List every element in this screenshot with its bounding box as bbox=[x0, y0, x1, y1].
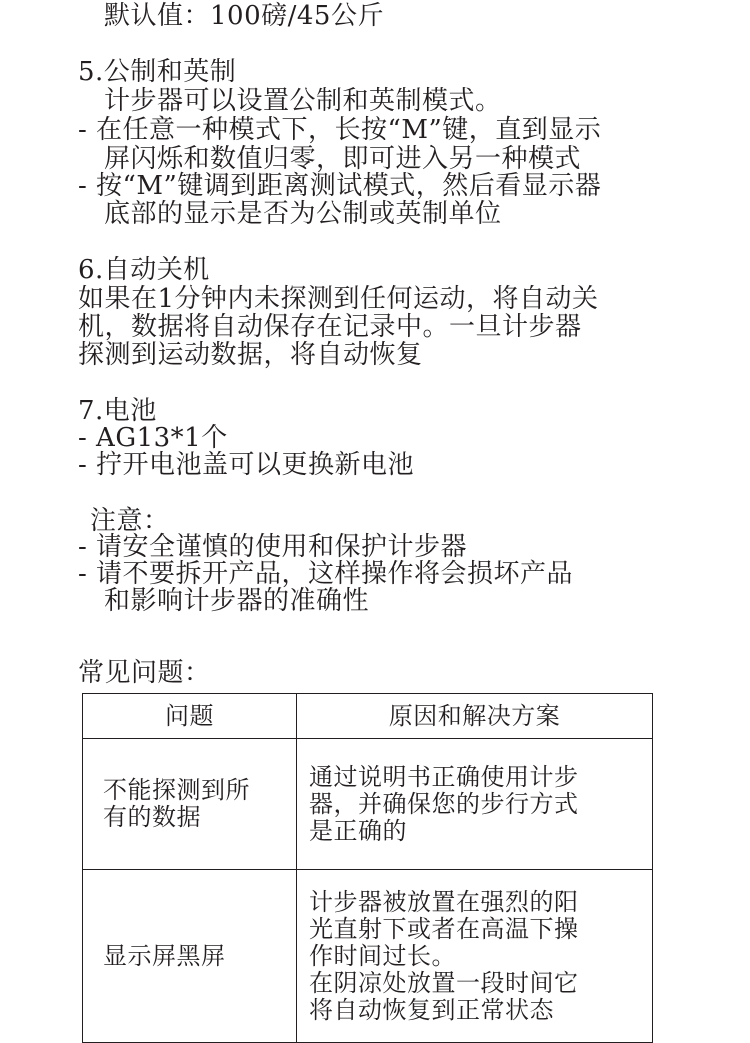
section-5-bullet-2-line-1: - 按“M”键调到距离测试模式，然后看显示器 bbox=[78, 171, 602, 201]
caution-bullet-2-line-2: 和影响计步器的准确性 bbox=[104, 586, 370, 616]
table-row bbox=[83, 739, 653, 870]
section-7-bullet-1: - AG13*1个 bbox=[78, 423, 228, 453]
section-6-line-2: 机，数据将自动保存在记录中。一旦计步器 bbox=[78, 312, 582, 342]
faq-problem-line: 显示屏黑屏 bbox=[103, 941, 226, 970]
faq-solution-line: 在阴凉处放置一段时间它 bbox=[309, 968, 579, 997]
faq-problem-line: 有的数据 bbox=[103, 803, 201, 831]
faq-problem-line: 不能探测到所 bbox=[103, 776, 250, 804]
section-7-title: 7.电池 bbox=[78, 396, 157, 426]
default-value-note: 默认值：100磅/45公斤 bbox=[104, 1, 384, 31]
section-6-line-3: 探测到运动数据，将自动恢复 bbox=[78, 340, 423, 370]
caution-title: 注意： bbox=[90, 506, 170, 536]
section-6-title: 6.自动关机 bbox=[78, 255, 210, 285]
faq-problem-cell bbox=[83, 739, 297, 870]
faq-title: 常见问题： bbox=[78, 658, 211, 688]
faq-solution-line: 通过说明书正确使用计步 bbox=[309, 762, 579, 791]
section-5-bullet-1-line-1: - 在任意一种模式下，长按“M”键，直到显示 bbox=[78, 115, 602, 145]
table-row bbox=[83, 870, 653, 1043]
caution-bullet-1: - 请安全谨慎的使用和保护计步器 bbox=[78, 532, 468, 562]
faq-header-row bbox=[83, 694, 653, 739]
faq-solution-line: 是正确的 bbox=[309, 816, 407, 845]
faq-solution-cell bbox=[297, 739, 653, 870]
section-5-bullet-2-line-2: 底部的显示是否为公制或英制单位 bbox=[104, 199, 502, 229]
section-6-line-1: 如果在1分钟内未探测到任何运动，将自动关 bbox=[78, 284, 599, 314]
faq-solution-cell bbox=[297, 870, 653, 1043]
faq-header-solution: 原因和解决方案 bbox=[297, 694, 653, 739]
faq-solution-line: 将自动恢复到正常状态 bbox=[309, 995, 554, 1024]
section-5-intro: 计步器可以设置公制和英制模式。 bbox=[104, 86, 502, 116]
section-7-bullet-2: - 拧开电池盖可以更换新电池 bbox=[78, 450, 415, 480]
faq-solution-line: 光直射下或者在高温下操 bbox=[309, 914, 579, 943]
faq-solution-line: 作时间过长。 bbox=[309, 941, 456, 970]
section-5-title: 5.公制和英制 bbox=[78, 57, 237, 87]
faq-problem-cell bbox=[83, 870, 297, 1043]
caution-bullet-2-line-1: - 请不要拆开产品，这样操作将会损坏产品 bbox=[78, 559, 574, 589]
faq-solution-line: 器，并确保您的步行方式 bbox=[309, 789, 579, 818]
faq-header-problem: 问题 bbox=[83, 694, 297, 739]
faq-solution-line: 计步器被放置在强烈的阳 bbox=[309, 887, 579, 916]
section-5-bullet-1-line-2: 屏闪烁和数值归零，即可进入另一种模式 bbox=[104, 144, 582, 174]
faq-table bbox=[82, 693, 653, 1043]
